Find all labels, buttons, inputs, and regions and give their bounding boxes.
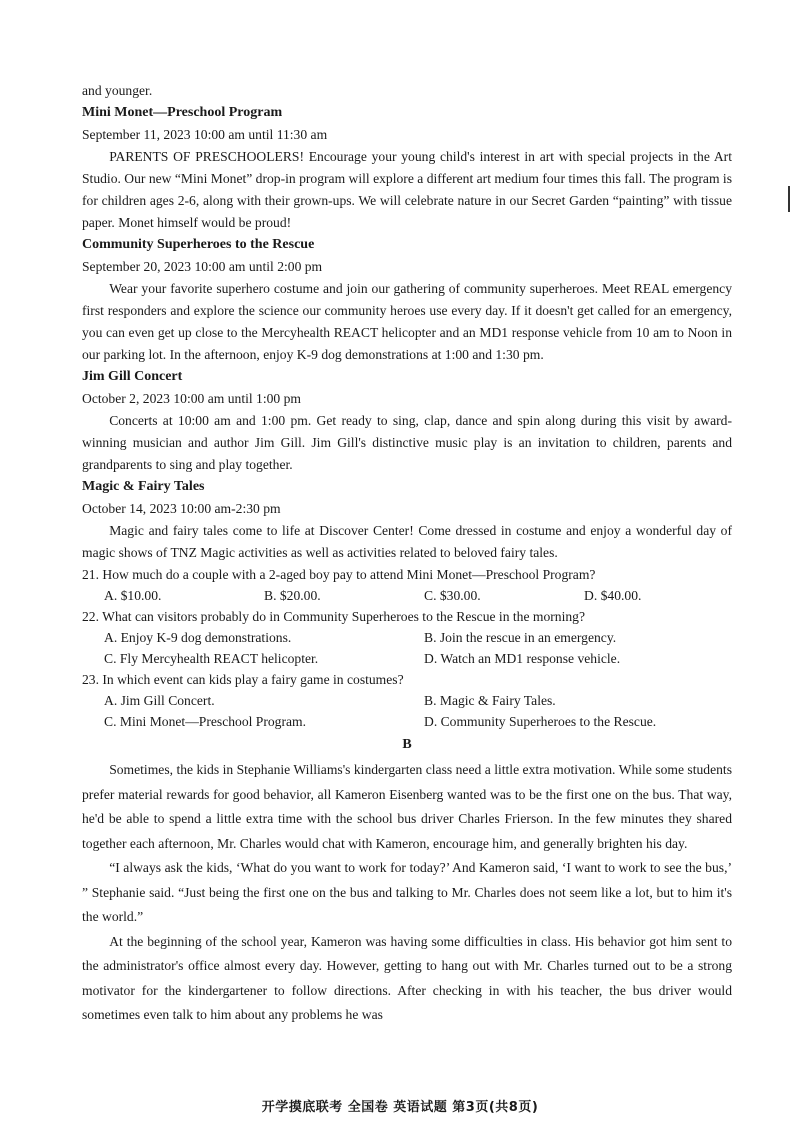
event-community-superheroes <box>82 234 732 366</box>
event-date: September 11, 2023 10:00 am until 11:30 am <box>82 127 328 142</box>
option-d: D. Watch an MD1 response vehicle. <box>424 651 621 666</box>
option-a: A. Jim Gill Concert. <box>104 693 215 708</box>
event-description: Concerts at 10:00 am and 1:00 pm. Get ready to sing, clap, dance and spin along during this visit by award-winning musician and author Jim Gill. Jim Gill's distinctive music play is an invitation to children, parents and grandparents to sing and play together. <box>82 413 732 472</box>
option-c: C. Fly Mercyhealth REACT helicopter. <box>104 651 319 666</box>
question-stem: 22. What can visitors probably do in Community Superheroes to the Rescue in the morning? <box>82 609 586 624</box>
event-mini-monet <box>82 102 732 234</box>
answer-options <box>82 690 732 732</box>
option-c: C. $30.00. <box>424 588 481 603</box>
event-description: Wear your favorite superhero costume and join our gathering of community superheroes. Meet REAL emergency first responders and explore the science our community heroes use every day. If it doesn't get called for an emergency, you can even get up close to the Mercyhealth REACT helicopter and an MD1 response vehicle from 10 am to Noon in our parking lot. In the afternoon, enjoy K-9 dog demonstrations at 1:00 and 1:30 pm. <box>82 281 732 362</box>
question-22 <box>82 606 732 669</box>
event-date: October 14, 2023 10:00 am-2:30 pm <box>82 501 281 516</box>
question-21 <box>82 564 732 606</box>
passage-paragraph: At the beginning of the school year, Kameron was having some difficulties in class. His behavior got him sent to the administrator's office almost every day. However, getting to hang out with Mr. Charles turned out to be a strong motivator for the kindergartener to follow directions. After checking in with his teacher, the bus driver would sometimes even talk to him about any problems he was <box>82 933 732 1022</box>
option-d: D. Community Superheroes to the Rescue. <box>424 714 657 729</box>
question-stem: 21. How much do a couple with a 2-aged boy pay to attend Mini Monet—Preschool Program? <box>82 567 596 582</box>
section-b-label: B <box>402 737 412 752</box>
event-description: Magic and fairy tales come to life at Discover Center! Come dressed in costume and enjoy a wonderful day of magic shows of TNZ Magic activities as well as activities related to beloved fairy tales. <box>82 523 732 560</box>
question-23 <box>82 669 732 732</box>
passage-paragraph: “I always ask the kids, ‘What do you want to work for today?’ And Kameron said, ‘I want to work to see the bus,’ ” Stephanie said. “Just being the first one on the bus and talking to Mr. Charles does not seem like a lot, but to him it's the world.” <box>82 860 732 924</box>
event-title: Community Superheroes to the Rescue <box>82 237 315 252</box>
option-a: A. $10.00. <box>104 588 162 603</box>
page-footer: 开学摸底联考 全国卷 英语试题 第3页(共8页) <box>261 1100 539 1115</box>
option-b: B. $20.00. <box>264 588 321 603</box>
option-b: B. Join the rescue in an emergency. <box>424 630 617 645</box>
event-title: Jim Gill Concert <box>82 369 183 384</box>
event-magic-fairy-tales <box>82 476 732 564</box>
event-description: PARENTS OF PRESCHOOLERS! Encourage your young child's interest in art with special projects in the Art Studio. Our new “Mini Monet” drop-in program will explore a different art medium four times this fall. The program is for children ages 2-6, along with their grown-ups. We will celebrate nature in our Secret Garden “painting” with tissue paper. Monet himself would be proud! <box>82 149 732 230</box>
option-a: A. Enjoy K-9 dog demonstrations. <box>104 630 292 645</box>
event-title: Mini Monet—Preschool Program <box>82 105 283 120</box>
option-c: C. Mini Monet—Preschool Program. <box>104 714 307 729</box>
event-title: Magic & Fairy Tales <box>82 479 205 494</box>
answer-options <box>82 585 732 606</box>
page-edge-mark <box>788 186 790 212</box>
answer-options <box>82 627 732 669</box>
passage-paragraph: Sometimes, the kids in Stephanie Williams's kindergarten class need a little extra motivation. While some students prefer material rewards for good behavior, all Kameron Eisenberg wanted was to be the first one on the bus. That way, he'd be able to spend a little extra time with the school bus driver Charles Frierson. In the few minutes they shared together each afternoon, Mr. Charles would chat with Kameron, encourage him, and generally brighten his day. <box>82 762 732 851</box>
question-stem: 23. In which event can kids play a fairy game in costumes? <box>82 672 404 687</box>
option-d: D. $40.00. <box>584 588 642 603</box>
event-date: October 2, 2023 10:00 am until 1:00 pm <box>82 391 301 406</box>
section-b-passage <box>82 758 732 1028</box>
event-jim-gill <box>82 366 732 476</box>
event-date: September 20, 2023 10:00 am until 2:00 pm <box>82 259 323 274</box>
page-content <box>82 80 732 1028</box>
option-b: B. Magic & Fairy Tales. <box>424 693 556 708</box>
top-fragment: and younger. <box>82 83 153 98</box>
